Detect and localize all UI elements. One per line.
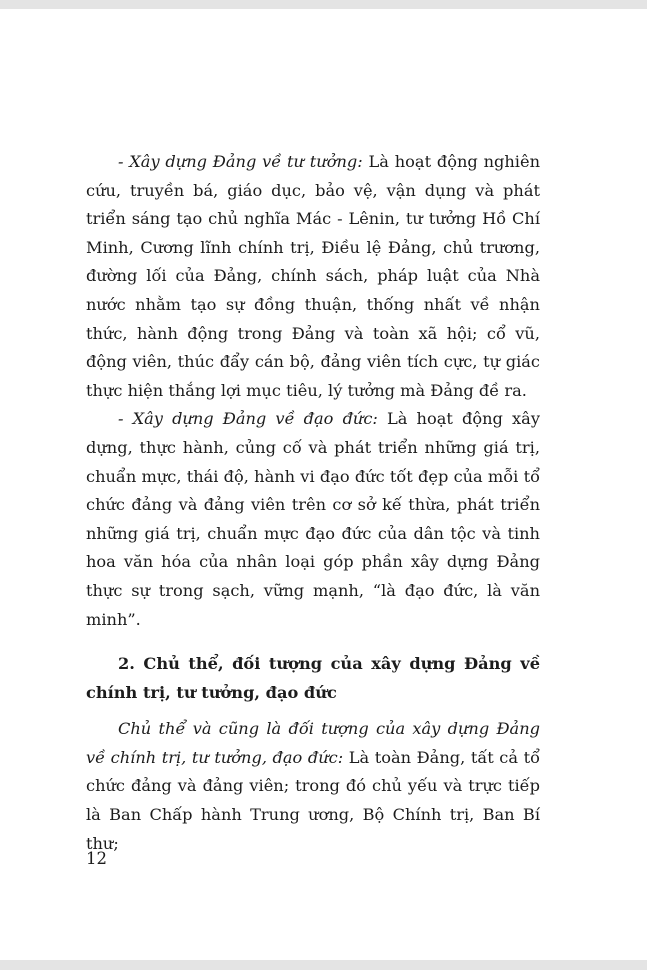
paragraph-ideology [86,148,540,405]
section-heading: 2. Chủ thể, đối tượng của xây dựng Đảng về chính trị, tư tưởng, đạo đức [86,654,540,702]
paragraph-subjects [86,715,540,858]
paragraph-ethics [86,405,540,634]
page-body [86,148,540,858]
paragraph-ethics-lead: - Xây dựng Đảng về đạo đức: [118,409,378,429]
page-number: 12 [86,849,107,868]
book-page [0,9,647,960]
paragraph-subjects-lead: Chủ thể và cũng là đối tượng của xây dựng Đảng về chính trị, tư tưởng, đạo đức: [86,719,540,767]
paragraph-ethics-text: Là hoạt động xây dựng, thực hành, củng cố và phát triển những giá trị, chuẩn mực, thái độ, hành vi đạo đức tốt đẹp của mỗi tổ chức đảng và đảng viên trên cơ sở kế thừa, phát triển những giá trị, chuẩn mực đạo đức của dân tộc và tinh hoa văn hóa của nhân loại góp phần xây dựng Đảng thực sự trong sạch, vững mạnh, “là đạo đức, là văn minh”. [86,409,540,629]
paragraph-subjects-text: Là toàn Đảng, tất cả tổ chức đảng và đảng viên; trong đó chủ yếu và trực tiếp là Ban Chấp hành Trung ương, Bộ Chính trị, Ban Bí thư; [86,747,541,853]
paragraph-ideology-lead: - Xây dựng Đảng về tư tưởng: [118,152,363,171]
paragraph-ideology-text: Là hoạt động nghiên cứu, truyền bá, giáo dục, bảo vệ, vận dụng và phát triển sáng tạo chủ nghĩa Mác - Lênin, tư tưởng Hồ Chí Minh, Cương lĩnh chính trị, Điều lệ Đảng, chủ trương, đường lối của Đảng, chính sách, pháp luật của Nhà nước nhằm tạo sự đồng thuận, thống nhất về nhận thức, hành động trong Đảng và toàn xã hội; cổ vũ, động viên, thúc đẩy cán bộ, đảng viên tích cực, tự giác thực hiện thắng lợi mục tiêu, lý tưởng mà Đảng đề ra. [86,152,540,400]
